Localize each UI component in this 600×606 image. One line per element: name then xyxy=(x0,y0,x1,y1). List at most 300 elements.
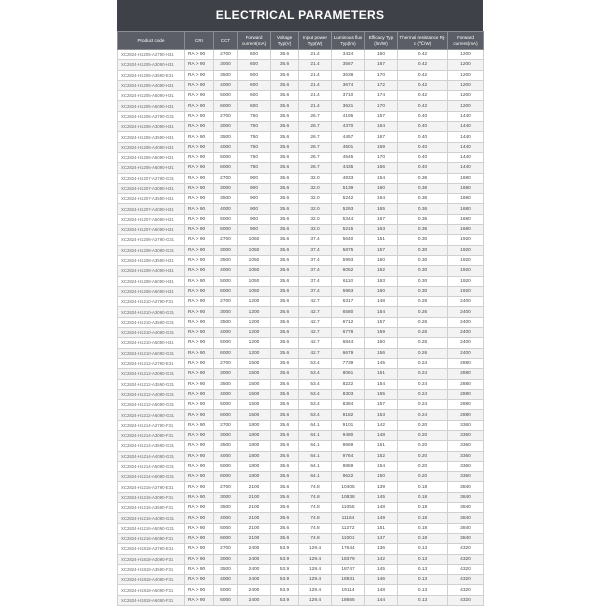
thermal-resistance-cell: 0.20 xyxy=(398,420,448,430)
voltage-cell: 35.6 xyxy=(271,472,299,482)
product-code-cell: XC2824-H1208-A4090-H31 xyxy=(118,266,185,276)
table-row xyxy=(118,544,484,554)
table-row xyxy=(118,451,484,461)
input-power-cell: 129.4 xyxy=(299,564,332,574)
cct-cell: 2700 xyxy=(214,544,238,554)
voltage-cell: 35.6 xyxy=(271,513,299,523)
efficacy-cell: 142 xyxy=(365,420,398,430)
max-forward-current-cell: 3360 xyxy=(448,441,484,451)
forward-current-cell: 1500 xyxy=(238,389,271,399)
cri-cell: RA > 90 xyxy=(185,286,214,296)
input-power-cell: 26.7 xyxy=(299,111,332,121)
cri-cell: RA > 90 xyxy=(185,575,214,585)
product-code-cell: XC2824-H1207-A4090-H31 xyxy=(118,204,185,214)
luminous-flux-cell: 4195 xyxy=(332,111,365,121)
cri-cell: RA > 90 xyxy=(185,554,214,564)
voltage-cell: 35.6 xyxy=(271,214,299,224)
efficacy-cell: 170 xyxy=(365,70,398,80)
thermal-resistance-cell: 0.30 xyxy=(398,235,448,245)
cri-cell: RA > 90 xyxy=(185,132,214,142)
column-header-cct: CCT xyxy=(214,32,238,50)
forward-current-cell: 1500 xyxy=(238,410,271,420)
efficacy-cell: 174 xyxy=(365,91,398,101)
forward-current-cell: 1050 xyxy=(238,286,271,296)
cri-cell: RA > 90 xyxy=(185,400,214,410)
cct-cell: 3500 xyxy=(214,564,238,574)
luminous-flux-cell: 8303 xyxy=(332,389,365,399)
thermal-resistance-cell: 0.40 xyxy=(398,152,448,162)
cct-cell: 3500 xyxy=(214,379,238,389)
forward-current-cell: 750 xyxy=(238,152,271,162)
luminous-flux-cell: 10838 xyxy=(332,492,365,502)
max-forward-current-cell: 2880 xyxy=(448,369,484,379)
forward-current-cell: 1200 xyxy=(238,338,271,348)
luminous-flux-cell: 8384 xyxy=(332,400,365,410)
thermal-resistance-cell: 0.30 xyxy=(398,286,448,296)
forward-current-cell: 1500 xyxy=(238,379,271,389)
luminous-flux-cell: 18747 xyxy=(332,564,365,574)
input-power-cell: 21.4 xyxy=(299,70,332,80)
cct-cell: 6000 xyxy=(214,225,238,235)
cct-cell: 4000 xyxy=(214,451,238,461)
table-row xyxy=(118,358,484,368)
cri-cell: RA > 90 xyxy=(185,503,214,513)
input-power-cell: 37.4 xyxy=(299,286,332,296)
forward-current-cell: 900 xyxy=(238,194,271,204)
voltage-cell: 53.9 xyxy=(271,564,299,574)
forward-current-cell: 2100 xyxy=(238,523,271,533)
voltage-cell: 35.6 xyxy=(271,152,299,162)
cri-cell: RA > 90 xyxy=(185,60,214,70)
table-row xyxy=(118,50,484,60)
max-forward-current-cell: 2400 xyxy=(448,328,484,338)
input-power-cell: 42.7 xyxy=(299,338,332,348)
voltage-cell: 53.9 xyxy=(271,585,299,595)
efficacy-cell: 157 xyxy=(365,245,398,255)
thermal-resistance-cell: 0.26 xyxy=(398,317,448,327)
input-power-cell: 21.4 xyxy=(299,80,332,90)
cri-cell: RA > 90 xyxy=(185,482,214,492)
luminous-flux-cell: 9859 xyxy=(332,461,365,471)
thermal-resistance-cell: 0.24 xyxy=(398,400,448,410)
thermal-resistance-cell: 0.24 xyxy=(398,389,448,399)
cct-cell: 6000 xyxy=(214,410,238,420)
forward-current-cell: 2400 xyxy=(238,595,271,605)
thermal-resistance-cell: 0.26 xyxy=(398,307,448,317)
forward-current-cell: 600 xyxy=(238,80,271,90)
forward-current-cell: 900 xyxy=(238,214,271,224)
thermal-resistance-cell: 0.36 xyxy=(398,194,448,204)
voltage-cell: 35.6 xyxy=(271,122,299,132)
max-forward-current-cell: 1200 xyxy=(448,70,484,80)
input-power-cell: 21.4 xyxy=(299,60,332,70)
cri-cell: RA > 90 xyxy=(185,266,214,276)
thermal-resistance-cell: 0.40 xyxy=(398,163,448,173)
cct-cell: 4000 xyxy=(214,266,238,276)
table-row xyxy=(118,266,484,276)
table-row xyxy=(118,235,484,245)
efficacy-cell: 155 xyxy=(365,389,398,399)
forward-current-cell: 2100 xyxy=(238,492,271,502)
cct-cell: 2700 xyxy=(214,297,238,307)
table-row xyxy=(118,214,484,224)
cct-cell: 4000 xyxy=(214,328,238,338)
max-forward-current-cell: 3360 xyxy=(448,451,484,461)
table-row xyxy=(118,482,484,492)
efficacy-cell: 146 xyxy=(365,575,398,585)
efficacy-cell: 163 xyxy=(365,225,398,235)
luminous-flux-cell: 18655 xyxy=(332,595,365,605)
product-code-cell: XC2824-H1207-A5090-H31 xyxy=(118,214,185,224)
voltage-cell: 35.6 xyxy=(271,297,299,307)
product-code-cell: XC2824-H1206-A4090-H31 xyxy=(118,142,185,152)
voltage-cell: 35.6 xyxy=(271,492,299,502)
efficacy-cell: 151 xyxy=(365,235,398,245)
max-forward-current-cell: 2880 xyxy=(448,400,484,410)
cct-cell: 5000 xyxy=(214,461,238,471)
input-power-cell: 26.7 xyxy=(299,142,332,152)
efficacy-cell: 170 xyxy=(365,101,398,111)
max-forward-current-cell: 1680 xyxy=(448,214,484,224)
efficacy-cell: 167 xyxy=(365,214,398,224)
product-code-cell: XC2824-H1818-A3090-F31 xyxy=(118,554,185,564)
efficacy-cell: 136 xyxy=(365,544,398,554)
product-code-cell: XC2824-H1207-A3590-H31 xyxy=(118,194,185,204)
cri-cell: RA > 90 xyxy=(185,122,214,132)
product-code-cell: XC2824-H1214-A6090-G31 xyxy=(118,472,185,482)
product-code-cell: XC2824-H1205-A2790-H31 xyxy=(118,50,185,60)
input-power-cell: 74.8 xyxy=(299,533,332,543)
efficacy-cell: 148 xyxy=(365,585,398,595)
max-forward-current-cell: 3840 xyxy=(448,492,484,502)
thermal-resistance-cell: 0.20 xyxy=(398,472,448,482)
table-row xyxy=(118,245,484,255)
luminous-flux-cell: 5293 xyxy=(332,204,365,214)
max-forward-current-cell: 3840 xyxy=(448,533,484,543)
efficacy-cell: 145 xyxy=(365,492,398,502)
luminous-flux-cell: 3710 xyxy=(332,91,365,101)
luminous-flux-cell: 9669 xyxy=(332,441,365,451)
luminous-flux-cell: 9480 xyxy=(332,430,365,440)
column-header-thermal-resistance: Thermal resistance Rj-c (℃/W) xyxy=(398,32,448,50)
product-code-cell: XC2824-H1206-A3590-H31 xyxy=(118,132,185,142)
thermal-resistance-cell: 0.13 xyxy=(398,554,448,564)
cri-cell: RA > 90 xyxy=(185,420,214,430)
luminous-flux-cell: 5215 xyxy=(332,225,365,235)
voltage-cell: 35.6 xyxy=(271,132,299,142)
thermal-resistance-cell: 0.13 xyxy=(398,564,448,574)
forward-current-cell: 1800 xyxy=(238,451,271,461)
luminous-flux-cell: 5139 xyxy=(332,183,365,193)
product-code-cell: XC2824-H1205-A6090-H31 xyxy=(118,101,185,111)
max-forward-current-cell: 4320 xyxy=(448,585,484,595)
voltage-cell: 35.6 xyxy=(271,430,299,440)
table-row xyxy=(118,225,484,235)
table-row xyxy=(118,533,484,543)
forward-current-cell: 1200 xyxy=(238,348,271,358)
voltage-cell: 35.6 xyxy=(271,523,299,533)
product-code-cell: XC2824-H1818-A3590-F31 xyxy=(118,564,185,574)
max-forward-current-cell: 1920 xyxy=(448,235,484,245)
thermal-resistance-cell: 0.42 xyxy=(398,91,448,101)
cri-cell: RA > 90 xyxy=(185,297,214,307)
voltage-cell: 35.6 xyxy=(271,50,299,60)
forward-current-cell: 750 xyxy=(238,163,271,173)
parameters-table xyxy=(117,31,484,606)
parameters-sheet xyxy=(117,0,483,606)
max-forward-current-cell: 2880 xyxy=(448,358,484,368)
thermal-resistance-cell: 0.18 xyxy=(398,482,448,492)
efficacy-cell: 153 xyxy=(365,410,398,420)
efficacy-cell: 166 xyxy=(365,163,398,173)
cri-cell: RA > 90 xyxy=(185,369,214,379)
luminous-flux-cell: 6844 xyxy=(332,338,365,348)
voltage-cell: 35.6 xyxy=(271,389,299,399)
voltage-cell: 35.6 xyxy=(271,142,299,152)
efficacy-cell: 160 xyxy=(365,50,398,60)
voltage-cell: 35.6 xyxy=(271,482,299,492)
table-row xyxy=(118,492,484,502)
table-row xyxy=(118,307,484,317)
efficacy-cell: 165 xyxy=(365,204,398,214)
thermal-resistance-cell: 0.36 xyxy=(398,204,448,214)
cri-cell: RA > 90 xyxy=(185,225,214,235)
max-forward-current-cell: 3360 xyxy=(448,472,484,482)
cri-cell: RA > 90 xyxy=(185,142,214,152)
forward-current-cell: 2100 xyxy=(238,513,271,523)
luminous-flux-cell: 18379 xyxy=(332,554,365,564)
max-forward-current-cell: 2400 xyxy=(448,338,484,348)
table-row xyxy=(118,441,484,451)
luminous-flux-cell: 5242 xyxy=(332,194,365,204)
thermal-resistance-cell: 0.13 xyxy=(398,595,448,605)
luminous-flux-cell: 11272 xyxy=(332,523,365,533)
forward-current-cell: 750 xyxy=(238,142,271,152)
voltage-cell: 35.6 xyxy=(271,451,299,461)
cri-cell: RA > 90 xyxy=(185,101,214,111)
table-row xyxy=(118,513,484,523)
cri-cell: RA > 90 xyxy=(185,80,214,90)
cct-cell: 6000 xyxy=(214,472,238,482)
product-code-cell: XC2824-H1214-A4090-G31 xyxy=(118,451,185,461)
table-row xyxy=(118,101,484,111)
cri-cell: RA > 90 xyxy=(185,214,214,224)
max-forward-current-cell: 3360 xyxy=(448,420,484,430)
luminous-flux-cell: 4545 xyxy=(332,152,365,162)
voltage-cell: 35.6 xyxy=(271,317,299,327)
cri-cell: RA > 90 xyxy=(185,328,214,338)
voltage-cell: 35.6 xyxy=(271,255,299,265)
max-forward-current-cell: 1440 xyxy=(448,111,484,121)
luminous-flux-cell: 3621 xyxy=(332,101,365,111)
table-row xyxy=(118,348,484,358)
product-code-cell: XC2824-H1206-A3090-H31 xyxy=(118,122,185,132)
input-power-cell: 74.8 xyxy=(299,523,332,533)
thermal-resistance-cell: 0.18 xyxy=(398,492,448,502)
thermal-resistance-cell: 0.13 xyxy=(398,575,448,585)
cct-cell: 5000 xyxy=(214,400,238,410)
max-forward-current-cell: 2400 xyxy=(448,307,484,317)
cct-cell: 2700 xyxy=(214,111,238,121)
forward-current-cell: 2400 xyxy=(238,575,271,585)
cct-cell: 4000 xyxy=(214,204,238,214)
luminous-flux-cell: 10405 xyxy=(332,482,365,492)
forward-current-cell: 1800 xyxy=(238,441,271,451)
cct-cell: 3500 xyxy=(214,503,238,513)
luminous-flux-cell: 11055 xyxy=(332,503,365,513)
cri-cell: RA > 90 xyxy=(185,255,214,265)
column-header-cri: CRI xyxy=(185,32,214,50)
input-power-cell: 74.8 xyxy=(299,492,332,502)
cri-cell: RA > 90 xyxy=(185,472,214,482)
voltage-cell: 35.6 xyxy=(271,369,299,379)
luminous-flux-cell: 5963 xyxy=(332,286,365,296)
product-code-cell: XC2824-H1208-A6090-H31 xyxy=(118,286,185,296)
luminous-flux-cell: 4370 xyxy=(332,122,365,132)
voltage-cell: 35.6 xyxy=(271,111,299,121)
thermal-resistance-cell: 0.24 xyxy=(398,358,448,368)
cct-cell: 2700 xyxy=(214,50,238,60)
voltage-cell: 35.6 xyxy=(271,80,299,90)
cri-cell: RA > 90 xyxy=(185,152,214,162)
page-title: ELECTRICAL PARAMETERS xyxy=(117,0,483,31)
input-power-cell: 53.4 xyxy=(299,358,332,368)
max-forward-current-cell: 1440 xyxy=(448,163,484,173)
forward-current-cell: 1800 xyxy=(238,472,271,482)
cct-cell: 2700 xyxy=(214,358,238,368)
forward-current-cell: 1050 xyxy=(238,255,271,265)
luminous-flux-cell: 6778 xyxy=(332,328,365,338)
column-header-max-forward-current: Forward current(mA) xyxy=(448,32,484,50)
max-forward-current-cell: 1920 xyxy=(448,255,484,265)
cct-cell: 3500 xyxy=(214,317,238,327)
input-power-cell: 32.0 xyxy=(299,225,332,235)
thermal-resistance-cell: 0.42 xyxy=(398,101,448,111)
max-forward-current-cell: 3840 xyxy=(448,513,484,523)
luminous-flux-cell: 9101 xyxy=(332,420,365,430)
thermal-resistance-cell: 0.36 xyxy=(398,225,448,235)
product-code-cell: XC2824-H1206-A5090-H31 xyxy=(118,152,185,162)
cri-cell: RA > 90 xyxy=(185,183,214,193)
thermal-resistance-cell: 0.30 xyxy=(398,266,448,276)
efficacy-cell: 167 xyxy=(365,132,398,142)
cct-cell: 4000 xyxy=(214,575,238,585)
voltage-cell: 53.9 xyxy=(271,544,299,554)
efficacy-cell: 162 xyxy=(365,266,398,276)
input-power-cell: 37.4 xyxy=(299,276,332,286)
voltage-cell: 35.6 xyxy=(271,379,299,389)
table-row xyxy=(118,276,484,286)
input-power-cell: 53.4 xyxy=(299,389,332,399)
voltage-cell: 35.6 xyxy=(271,348,299,358)
input-power-cell: 21.4 xyxy=(299,101,332,111)
luminous-flux-cell: 11164 xyxy=(332,513,365,523)
efficacy-cell: 170 xyxy=(365,152,398,162)
max-forward-current-cell: 1200 xyxy=(448,91,484,101)
max-forward-current-cell: 1440 xyxy=(448,132,484,142)
forward-current-cell: 600 xyxy=(238,91,271,101)
forward-current-cell: 1050 xyxy=(238,235,271,245)
product-code-cell: XC2824-H1207-A3090-H31 xyxy=(118,183,185,193)
cct-cell: 4000 xyxy=(214,80,238,90)
table-row xyxy=(118,163,484,173)
cct-cell: 6000 xyxy=(214,286,238,296)
forward-current-cell: 2400 xyxy=(238,554,271,564)
product-code-cell: XC2824-H1205-A3090-H31 xyxy=(118,60,185,70)
voltage-cell: 35.6 xyxy=(271,338,299,348)
product-code-cell: XC2824-H1214-A3090-F31 xyxy=(118,430,185,440)
thermal-resistance-cell: 0.40 xyxy=(398,122,448,132)
product-code-cell: XC2824-H1216-A6090-F31 xyxy=(118,533,185,543)
efficacy-cell: 172 xyxy=(365,80,398,90)
input-power-cell: 53.4 xyxy=(299,369,332,379)
table-row xyxy=(118,183,484,193)
product-code-cell: XC2824-H1212-A6090-G31 xyxy=(118,410,185,420)
cct-cell: 6000 xyxy=(214,101,238,111)
luminous-flux-cell: 4501 xyxy=(332,142,365,152)
table-row xyxy=(118,554,484,564)
table-row xyxy=(118,204,484,214)
voltage-cell: 35.6 xyxy=(271,91,299,101)
forward-current-cell: 2400 xyxy=(238,585,271,595)
forward-current-cell: 900 xyxy=(238,225,271,235)
forward-current-cell: 600 xyxy=(238,60,271,70)
voltage-cell: 35.6 xyxy=(271,60,299,70)
forward-current-cell: 1050 xyxy=(238,276,271,286)
cri-cell: RA > 90 xyxy=(185,70,214,80)
forward-current-cell: 1800 xyxy=(238,420,271,430)
max-forward-current-cell: 1440 xyxy=(448,152,484,162)
luminous-flux-cell: 5344 xyxy=(332,214,365,224)
voltage-cell: 35.6 xyxy=(271,461,299,471)
forward-current-cell: 1500 xyxy=(238,369,271,379)
max-forward-current-cell: 3840 xyxy=(448,503,484,513)
cct-cell: 3000 xyxy=(214,183,238,193)
cct-cell: 4000 xyxy=(214,142,238,152)
product-code-cell: XC2824-H1212-A2790-E31 xyxy=(118,358,185,368)
efficacy-cell: 160 xyxy=(365,183,398,193)
forward-current-cell: 900 xyxy=(238,173,271,183)
cri-cell: RA > 90 xyxy=(185,204,214,214)
product-code-cell: XC2824-H1818-A2790-E31 xyxy=(118,544,185,554)
voltage-cell: 35.6 xyxy=(271,101,299,111)
forward-current-cell: 600 xyxy=(238,70,271,80)
cri-cell: RA > 90 xyxy=(185,276,214,286)
cri-cell: RA > 90 xyxy=(185,163,214,173)
thermal-resistance-cell: 0.42 xyxy=(398,50,448,60)
luminous-flux-cell: 3424 xyxy=(332,50,365,60)
thermal-resistance-cell: 0.26 xyxy=(398,348,448,358)
product-code-cell: XC2824-H1210-A4090-G31 xyxy=(118,328,185,338)
table-row xyxy=(118,389,484,399)
voltage-cell: 35.6 xyxy=(271,286,299,296)
efficacy-cell: 150 xyxy=(365,472,398,482)
voltage-cell: 35.6 xyxy=(271,276,299,286)
input-power-cell: 42.7 xyxy=(299,307,332,317)
cct-cell: 5000 xyxy=(214,338,238,348)
efficacy-cell: 163 xyxy=(365,276,398,286)
thermal-resistance-cell: 0.42 xyxy=(398,70,448,80)
cri-cell: RA > 90 xyxy=(185,595,214,605)
cct-cell: 5000 xyxy=(214,585,238,595)
forward-current-cell: 1050 xyxy=(238,266,271,276)
voltage-cell: 35.6 xyxy=(271,225,299,235)
input-power-cell: 129.4 xyxy=(299,554,332,564)
input-power-cell: 32.0 xyxy=(299,204,332,214)
column-header-input-power: Input power Typ(W) xyxy=(299,32,332,50)
forward-current-cell: 750 xyxy=(238,122,271,132)
thermal-resistance-cell: 0.42 xyxy=(398,60,448,70)
